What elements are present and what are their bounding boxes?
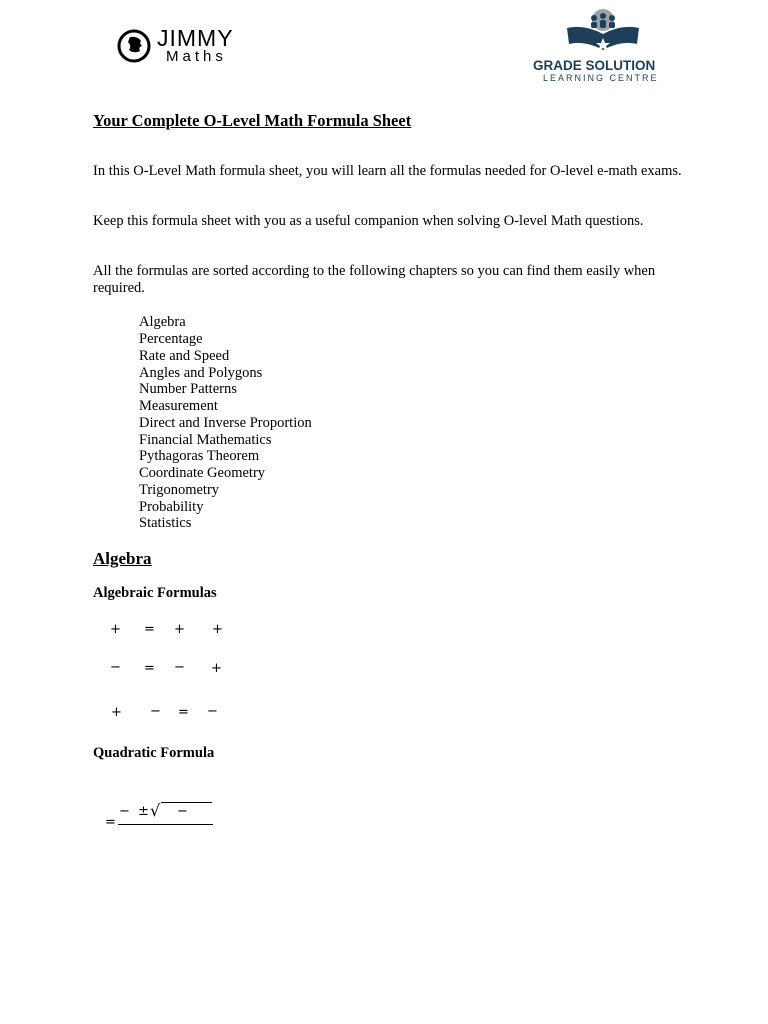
math-symbol: − <box>177 804 188 819</box>
math-symbol: − <box>119 804 130 819</box>
page-title: Your Complete O-Level Math Formula Sheet <box>93 111 412 130</box>
chapter-item: Statistics <box>139 515 192 531</box>
chapter-item: Rate and Speed <box>139 348 230 364</box>
math-symbol: √ <box>150 801 161 820</box>
math-symbol: = <box>144 661 155 676</box>
intro-paragraph-2: Keep this formula sheet with you as a useful companion when solving O-level Math questions. <box>93 213 644 229</box>
logo-left-top: JIMMY <box>157 25 234 51</box>
logo-right-top: GRADE SOLUTION <box>533 58 656 73</box>
chapter-item: Angles and Polygons <box>139 365 263 381</box>
chapter-item: Pythagoras Theorem <box>139 448 260 464</box>
jimmy-emblem-icon <box>116 28 152 64</box>
quadratic-formula-heading: Quadratic Formula <box>93 745 215 761</box>
algebraic-formulas-heading: Algebraic Formulas <box>93 585 217 601</box>
chapter-item: Direct and Inverse Proportion <box>139 415 312 431</box>
logo-left-bottom: Maths <box>166 48 227 65</box>
math-symbol: − <box>110 660 121 675</box>
math-symbol: + <box>211 661 222 676</box>
jimmy-maths-logo <box>116 25 246 67</box>
math-symbol: ± <box>138 804 149 819</box>
logo-right-bottom: LEARNING CENTRE <box>543 73 659 83</box>
math-symbol: = <box>178 705 189 720</box>
book-people-icon <box>563 8 643 56</box>
grade-solution-logo <box>529 8 677 86</box>
section-title-algebra: Algebra <box>93 549 152 568</box>
math-symbol: − <box>207 704 218 719</box>
chapter-item: Measurement <box>139 398 218 414</box>
chapter-item: Financial Mathematics <box>139 432 272 448</box>
chapter-item: Number Patterns <box>139 381 237 397</box>
intro-paragraph-3: All the formulas are sorted according to the following chapters so you can find them easily when required. <box>93 263 656 296</box>
chapter-item: Coordinate Geometry <box>139 465 266 481</box>
chapter-item: Algebra <box>139 314 186 330</box>
math-symbol: + <box>111 705 122 720</box>
math-symbol: + <box>110 622 121 637</box>
math-symbol: + <box>174 622 185 637</box>
fraction-bar <box>118 824 213 825</box>
intro-paragraph-1: In this O-Level Math formula sheet, you will learn all the formulas needed for O-level e-math exams. <box>93 163 682 179</box>
math-symbol: = <box>105 815 116 830</box>
chapter-item: Trigonometry <box>139 482 220 498</box>
math-symbol: − <box>174 660 185 675</box>
math-symbol: + <box>212 622 223 637</box>
math-symbol: = <box>144 622 155 637</box>
radical-overline <box>161 802 212 803</box>
math-symbol: − <box>150 704 161 719</box>
chapter-item: Probability <box>139 499 204 515</box>
chapter-item: Percentage <box>139 331 203 347</box>
